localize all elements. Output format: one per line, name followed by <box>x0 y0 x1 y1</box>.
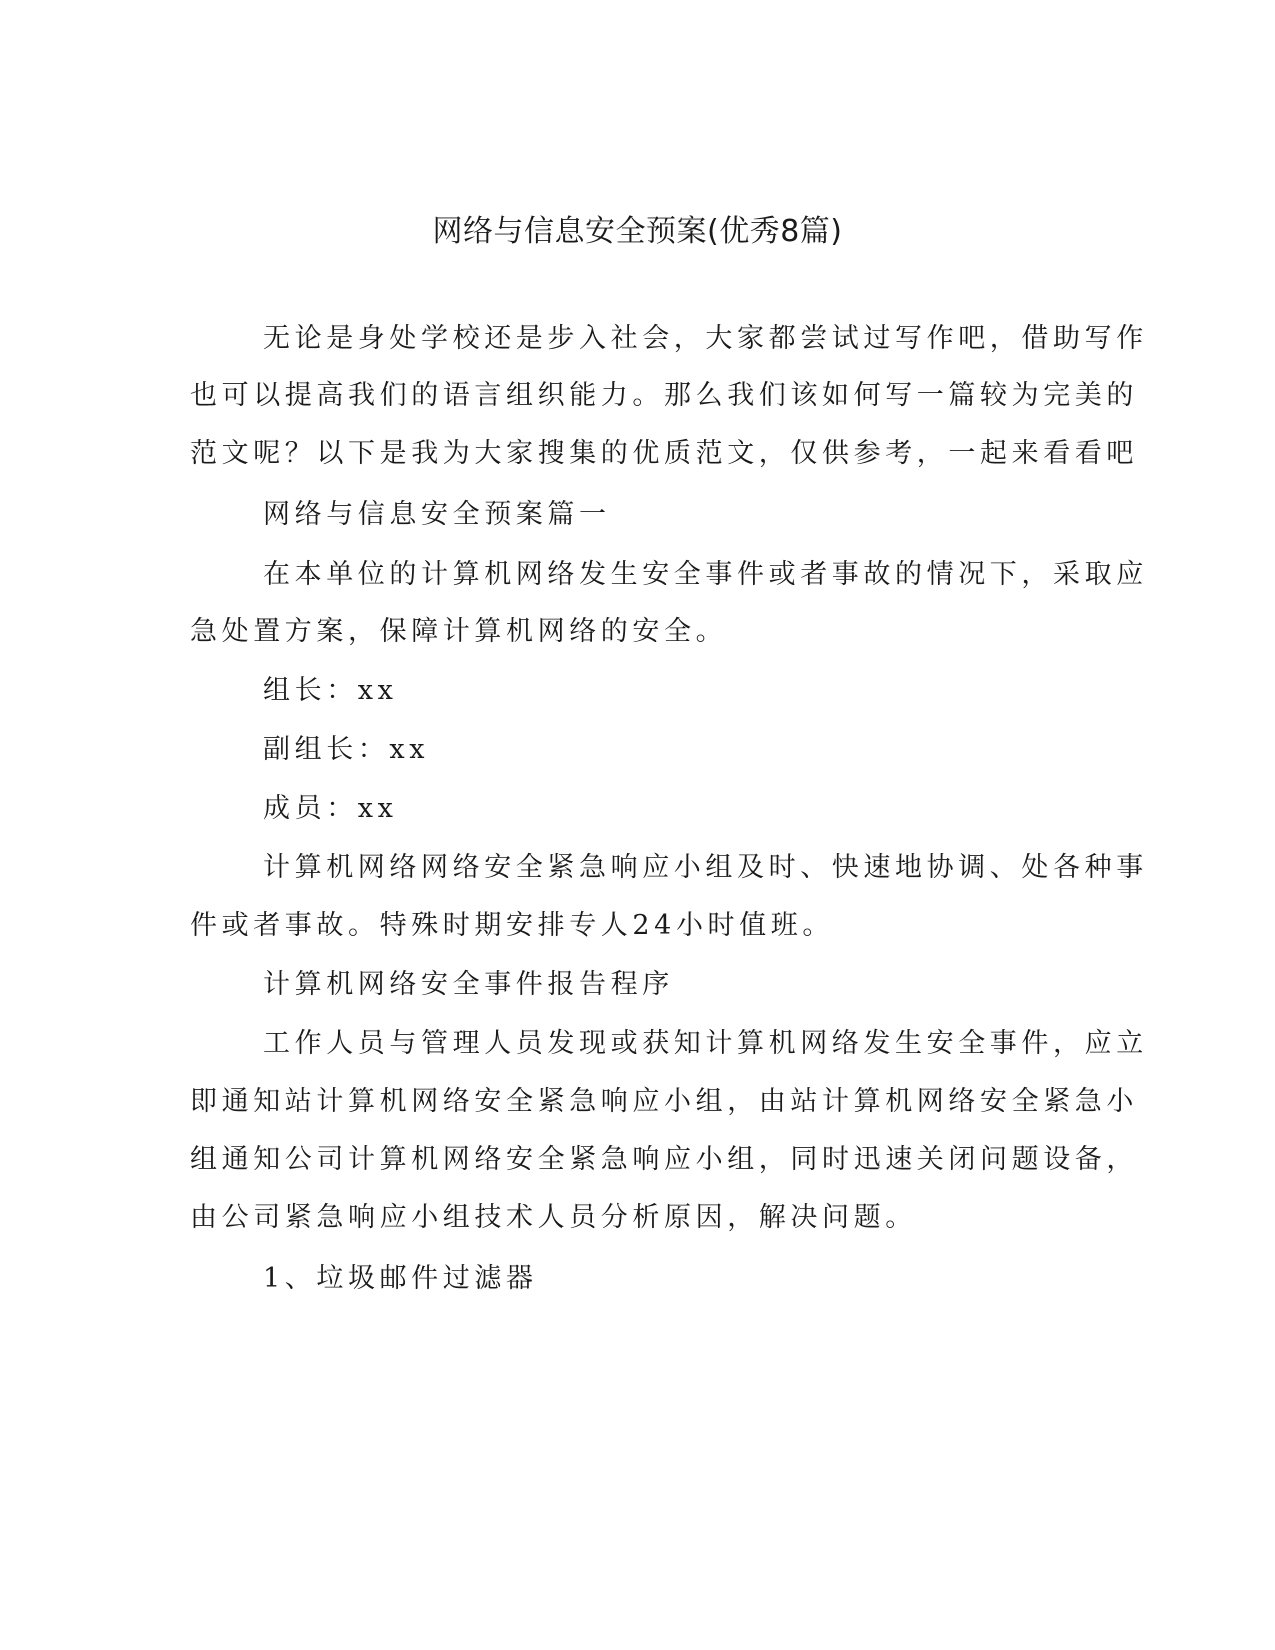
section-heading-report-procedure: 计算机网络安全事件报告程序 <box>263 969 674 1000</box>
paragraph-purpose-line-1: 在本单位的计算机网络发生安全事件或者事故的情况下，采取应 <box>263 559 1148 590</box>
paragraph-procedure-line-1: 工作人员与管理人员发现或获知计算机网络发生安全事件，应立 <box>263 1028 1148 1059</box>
paragraph-procedure-line-3: 组通知公司计算机网络安全紧急响应小组，同时迅速关闭问题设备， <box>190 1144 1138 1175</box>
paragraph-intro-line-1: 无论是身处学校还是步入社会，大家都尝试过写作吧，借助写作 <box>263 323 1148 354</box>
paragraph-response-team-line-1: 计算机网络网络安全紧急响应小组及时、快速地协调、处各种事 <box>263 852 1148 883</box>
paragraph-procedure-line-4: 由公司紧急响应小组技术人员分析原因，解决问题。 <box>190 1202 917 1233</box>
team-leader-line: 组长：xx <box>263 675 398 706</box>
team-members-line: 成员：xx <box>263 793 398 824</box>
paragraph-purpose-line-2: 急处置方案，保障计算机网络的安全。 <box>190 616 728 647</box>
document-title: 网络与信息安全预案(优秀8篇) <box>432 214 843 249</box>
paragraph-intro-line-3: 范文呢？以下是我为大家搜集的优质范文，仅供参考，一起来看看吧 <box>190 438 1138 469</box>
paragraph-response-team-line-2: 件或者事故。特殊时期安排专人24小时值班。 <box>190 910 834 941</box>
list-item-spam-filter: 1、垃圾邮件过滤器 <box>263 1263 538 1294</box>
section-heading-part-one: 网络与信息安全预案篇一 <box>263 499 611 530</box>
team-deputy-leader-line: 副组长：xx <box>263 734 430 765</box>
paragraph-intro-line-2: 也可以提高我们的语言组织能力。那么我们该如何写一篇较为完美的 <box>190 380 1138 411</box>
paragraph-procedure-line-2: 即通知站计算机网络安全紧急响应小组，由站计算机网络安全紧急小 <box>190 1086 1138 1117</box>
